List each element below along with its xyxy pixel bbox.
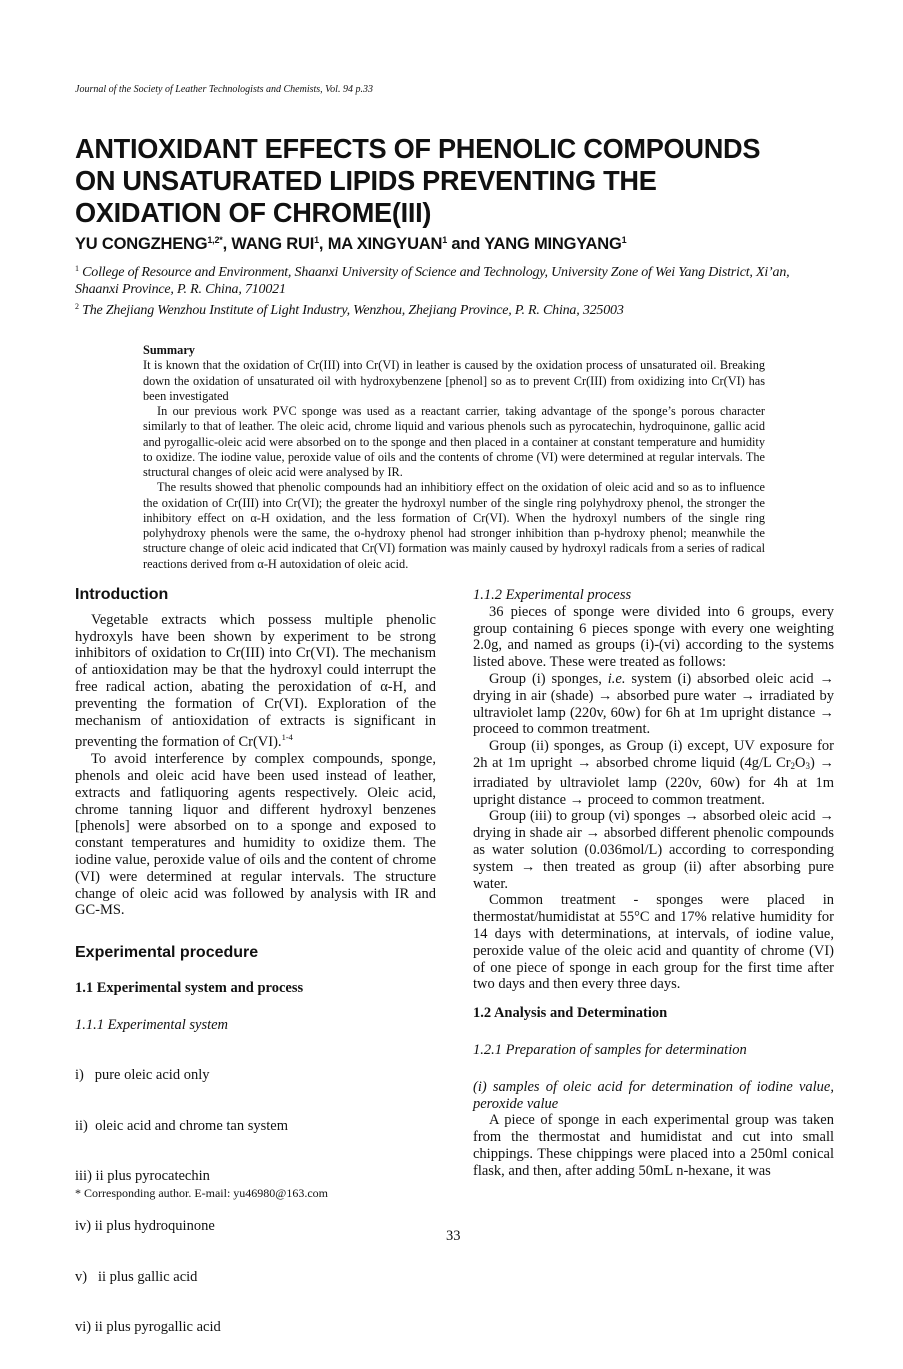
article-title	[75, 133, 812, 229]
summary-paragraph: It is known that the oxidation of Cr(III) into Cr(VI) in leather is caused by the oxidation process of unsaturated oil. Breaking down the oxidation of unsaturated oil with hydroxybenzene [phenol] so as to prevent Cr(III) from oxidizing into Cr(VI) has been investigated	[143, 358, 765, 403]
affiliation-mark: 1	[75, 264, 79, 273]
affiliation-text: College of Resource and Environment, Shaanxi University of Science and Technology, University Zone of Wei Yang District, Xi’an, Shaanxi Province, P. R. China, 710021	[75, 265, 790, 297]
author-affil-mark: 1,2*	[207, 235, 223, 245]
paragraph-text: system (i) absorbed oleic acid → drying in air (shade) → absorbed pure water → irradiated by ultraviolet lamp (220v, 60w) for 6h at 1m upright distance → proceed to common treatment.	[473, 670, 834, 738]
list-item: ii) oleic acid and chrome tan system	[75, 1117, 288, 1134]
author-name: WANG RUI	[231, 235, 315, 253]
list-item: iii) ii plus pyrocatechin	[75, 1167, 210, 1184]
paragraph-text: ) → irradiated by ultraviolet lamp (220v, 60w) for 4h at 1m upright distance → proceed to common treatment.	[473, 754, 834, 808]
subsection-heading: 1.1 Experimental system and process	[75, 979, 304, 996]
subsubsection-heading: (i) samples of oleic acid for determination of iodine value, peroxide value	[473, 1078, 834, 1112]
summary-paragraph: In our previous work PVC sponge was used as a reactant carrier, taking advantage of the sponge’s porous character similarly to that of leather. The oleic acid, chrome liquid and various phenols such as pyrocatechin, hydroquinone, gallic acid and pyrogallic-oleic acid were absorbed on to the sponge and then placed in a container at constant temperature and humidity to oxidize. The iodine value, peroxide value of oils and the contents of chrome (VI) were determined at regular intervals. The structural changes of oleic acid were analysed by IR.	[143, 404, 765, 479]
body-paragraph: 36 pieces of sponge were divided into 6 groups, every group containing 6 pieces sponge with every one weighting 2.0g, and named as groups (i)-(vi) according to the systems listed above. These were treated as follows:	[473, 603, 834, 671]
body-paragraph	[473, 671, 834, 738]
corresponding-author-footnote: * Corresponding author. E-mail: yu46980@163.com	[75, 1186, 329, 1200]
author-list	[75, 235, 626, 254]
author-affil-mark: 1	[314, 235, 319, 245]
paragraph-text: Group (i) sponges,	[489, 670, 608, 687]
body-paragraph: Group (iii) to group (vi) sponges → absorbed oleic acid → drying in shade air → absorbed different phenolic compounds as water solution (0.036mol/L) according to corresponding system → then treated as group (ii) after absorbing pure water.	[473, 808, 834, 892]
paragraph-text: Group (ii) sponges, as Group (i) except, UV exposure for 2h at 1m upright → absorbed chrome liquid (4g/L Cr	[473, 738, 834, 771]
summary-heading: Summary	[143, 343, 195, 357]
author-separator: and	[447, 235, 485, 253]
author-name: MA XINGYUAN	[327, 235, 443, 253]
system-list	[75, 1034, 436, 1369]
affiliation-mark: 2	[75, 302, 79, 311]
affiliation-text: The Zhejiang Wenzhou Institute of Light Industry, Wenzhou, Zhejiang Province, P. R. China, 325003	[82, 303, 624, 318]
title-line: ANTIOXIDANT EFFECTS OF PHENOLIC COMPOUNDS	[75, 133, 761, 164]
author-affil-mark: 1	[621, 235, 627, 245]
subsubsection-heading: 1.2.1 Preparation of samples for determination	[473, 1041, 747, 1058]
body-paragraph	[75, 612, 436, 751]
body-paragraph: Common treatment - sponges were placed in thermostat/humidistat at 55°C and 17% relative humidity for 14 days with determinations, at intervals, of iodine value, peroxide value of the oleic acid and quantity of chrome (VI) of one piece of sponge in each group for the first time after two days and then every three days.	[473, 892, 834, 993]
paragraph-text-italic: i.e.	[607, 670, 626, 687]
body-paragraph: To avoid interference by complex compounds, sponge, phenols and oleic acid have been used instead of leather, extracts and fatliquoring agents respectively. Oleic acid, chrome tanning liquor and different hydroxyl benzenes [phenols] were absorbed on to a sponge and exposed to constant temperatures and humidity to oxidize them. The iodine value, peroxide value of oils and the content of chrome (VI) were determined at regular intervals. The structure change of oleic acid was followed by analysis with IR and GC-MS.	[75, 751, 436, 919]
summary-block	[143, 343, 765, 572]
title-line: OXIDATION OF CHROME(III)	[75, 197, 432, 228]
subsection-heading: 1.2 Analysis and Determination	[473, 1005, 668, 1022]
body-paragraph	[473, 738, 834, 808]
list-item: iv) ii plus hydroquinone	[75, 1218, 215, 1235]
subscript: 2	[790, 760, 796, 771]
section-heading-experimental: Experimental procedure	[75, 944, 259, 962]
citation-ref: 1-4	[281, 732, 293, 743]
title-line: ON UNSATURATED LIPIDS PREVENTING THE	[75, 165, 657, 196]
journal-running-header: Journal of the Society of Leather Technologists and Chemists, Vol. 94 p.33	[75, 84, 373, 95]
author-name: YANG MINGYANG	[484, 235, 622, 253]
list-item: vi) ii plus pyrogallic acid	[75, 1319, 221, 1336]
author-name: YU CONGZHENG	[75, 235, 208, 253]
affiliation-2	[75, 298, 835, 319]
author-separator: ,	[318, 235, 328, 253]
list-item: v) ii plus gallic acid	[75, 1268, 198, 1285]
affiliation-1	[75, 260, 835, 298]
list-item: i) pure oleic acid only	[75, 1067, 210, 1084]
subscript: 3	[805, 760, 811, 771]
page-number: 33	[446, 1228, 461, 1244]
body-paragraph: A piece of sponge in each experimental group was taken from the thermostat and humidistat and cut into small chippings. These chippings were placed into a 250ml conical flask, and then, after adding 50mL n-hexane, it was	[473, 1112, 834, 1179]
summary-paragraph: The results showed that phenolic compounds had an inhibitiory effect on the oxidation of oleic acid and so as to influence the oxidation of Cr(III) into Cr(VI); the greater the hydroxyl number of the single ring polyhydroxy phenol, the stronger the inhibitory effect on α-H oxidation, and the less formation of Cr(VI). When the hydroxyl numbers of the single ring polyhydroxy phenols were the same, the o-hydroxy phenol had stronger inhibition than p-hydroxy phenol; meanwhile the structure change of oleic acid indicated that Cr(VI) formation was mainly caused by hydroxyl radicals from a series of radical reactions derived from α-H autoxidation of oleic acid.	[143, 480, 765, 571]
section-heading-introduction: Introduction	[75, 586, 169, 603]
paragraph-text: O	[795, 754, 806, 771]
left-column	[75, 587, 436, 1369]
right-column	[473, 587, 834, 1180]
subsubsection-heading: 1.1.2 Experimental process	[473, 587, 632, 603]
paragraph-text: Vegetable extracts which possess multiple phenolic hydroxyls have been shown by experiment to be strong inhibitors of oxidation to Cr(III) into Cr(VI). The mechanism of antioxidation may be that the hydroxyl could interrupt the free radical action, abating the peroxidation of α-H, and preventing the formation of Cr(VI). Exploration of the mechanism of antioxidation of extracts is significant in preventing the formation of Cr(VI).	[75, 611, 436, 751]
subsubsection-heading: 1.1.1 Experimental system	[75, 1016, 229, 1033]
author-affil-mark: 1	[442, 235, 448, 245]
author-separator: ,	[222, 235, 232, 253]
